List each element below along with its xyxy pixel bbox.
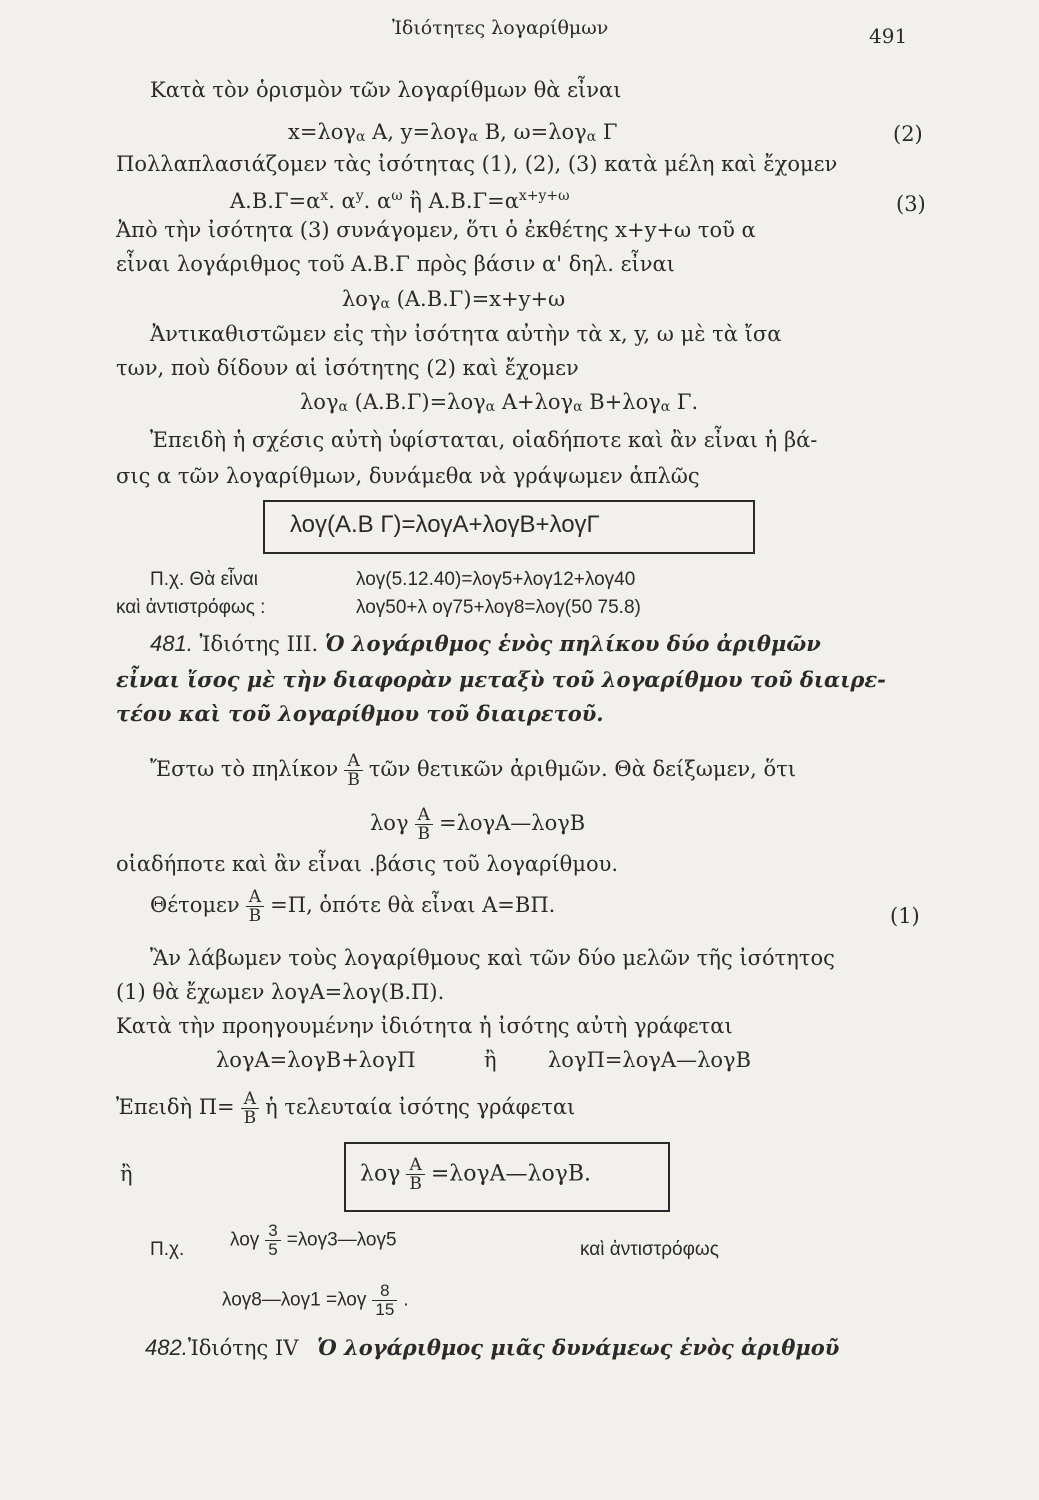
equation-number: (2) [893, 122, 923, 146]
equation-line: $A.B.\Gamma=\alpha^x$. $\alpha^y$. $\alpha^\omega$ ἢ $A.B.\Gamma=\alpha^{x+y+\omega}$ [230, 188, 570, 213]
equation-part: ἢ [484, 1048, 497, 1072]
text-line: Ἂν λάβωμεν τοὺς λογαρίθμους καὶ τῶν δύο μελῶν τῆς ἰσότητος [150, 946, 835, 970]
example-formula: λογ50+λ ογ75+λογ8=λογ(50 75.8) [356, 597, 641, 618]
text-line: Πολλαπλασιάζομεν τὰς ἰσότητας (1), (2), (3) κατὰ μέλη καὶ ἔχομεν [116, 152, 838, 176]
boxed-formula: λογ $\frac{A}{B}$ =λογA—λογB. [360, 1155, 591, 1194]
example-label: Π.χ. Θὰ εἶναι [150, 569, 258, 590]
text-line: Ἀντικαθιστῶμεν εἰς τὴν ἰσότητα αὐτὴν τὰ x, y, ω μὲ τὰ ἴσα [150, 322, 782, 346]
example-label: Π.χ. [150, 1239, 185, 1260]
text-line: εἶναι λογάριθμος τοῦ A.B.Γ πρὸς βάσιν α' δηλ. εἶναι [116, 252, 675, 276]
fraction: $\frac{A}{B}$ [406, 1156, 425, 1193]
equation-line: x=λογα A, y=λογα B, ω=λογα Γ [288, 120, 618, 145]
text-line: Ἀπὸ τὴν ἰσότητα (3) συνάγομεν, ὅτι ὁ ἐκθέτης x+y+ω τοῦ α [116, 218, 756, 242]
theorem-line: τέου καὶ τοῦ λογαρίθμου τοῦ διαιρετοῦ. [116, 701, 604, 726]
text-line: Κατὰ τὸν ὁρισμὸν τῶν λογαρίθμων θὰ εἶναι [150, 78, 622, 102]
page-number: 491 [869, 24, 908, 48]
text-line: ἢ [120, 1162, 133, 1186]
equation-part: λογΠ=λογA—λογB [548, 1048, 752, 1072]
text-line: (1) θὰ ἔχωμεν λογA=λογ(B.Π). [116, 980, 445, 1004]
theorem-line: εἶναι ἴσος μὲ τὴν διαφορὰν μεταξὺ τοῦ λογαρίθμου τοῦ διαιρε- [116, 667, 886, 692]
example-formula: λογ(5.12.40)=λογ5+λογ12+λογ40 [356, 569, 636, 590]
example-formula: λογ8—λογ1 =λογ $\frac{8}{15}$ . [222, 1281, 409, 1319]
fraction: $\frac{A}{B}$ [344, 752, 363, 789]
equation-line: λογ $\frac{A}{B}$ =λογA—λογB [370, 805, 586, 844]
equation-number: (3) [896, 192, 926, 216]
section-heading: 482.Ἰδιότης IV Ὁ λογάριθμος μιᾶς δυνάμεως ἑνὸς ἀριθμοῦ [145, 1335, 840, 1360]
fraction: $\frac{A}{B}$ [246, 888, 265, 925]
example-text: καὶ ἀντιστρόφως [580, 1239, 719, 1260]
equation-line: λογα (A.B.Γ)=λογα A+λογα B+λογα Γ. [300, 390, 699, 415]
text-line: Ἐπειδὴ ἡ σχέσις αὐτὴ ὑφίσταται, οἱαδήποτε καὶ ἂν εἶναι ἡ βά- [150, 428, 818, 452]
fraction: $\frac{A}{B}$ [415, 806, 434, 843]
equation-line: λογα (A.B.Γ)=x+y+ω [342, 287, 566, 312]
fraction: $\frac{A}{B}$ [241, 1090, 260, 1127]
text-line: Ἐπειδὴ Π= $\frac{A}{B}$ ἡ τελευταία ἰσότης γράφεται [116, 1089, 576, 1128]
text-line: Ἔστω τὸ πηλίκον $\frac{A}{B}$ τῶν θετικῶν ἀριθμῶν. Θὰ δείξωμεν, ὅτι [150, 751, 797, 790]
fraction: $\frac{8}{15}$ [372, 1282, 397, 1319]
boxed-formula: λογ(A.B Γ)=λογA+λογB+λογΓ [290, 511, 600, 538]
example-formula: λογ $\frac{3}{5}$ =λογ3—λογ5 [230, 1221, 397, 1259]
equation-number: (1) [890, 904, 920, 928]
text-line: σις α τῶν λογαρίθμων, δυνάμεθα νὰ γράψωμεν ἁπλῶς [116, 464, 700, 488]
example-label: καὶ ἀντιστρόφως : [116, 597, 266, 618]
running-header: Ἰδιότητες λογαρίθμων [392, 17, 609, 39]
text-line: οἱαδήποτε καὶ ἂν εἶναι .βάσις τοῦ λογαρίθμου. [116, 852, 619, 876]
text-line: Κατὰ τὴν προηγουμένην ἰδιότητα ἡ ἰσότης αὐτὴ γράφεται [116, 1014, 733, 1038]
fraction: $\frac{3}{5}$ [265, 1222, 280, 1259]
text-line: των, ποὺ δίδουν αἱ ἰσότητης (2) καὶ ἔχομεν [116, 356, 579, 380]
text-line: Θέτομεν $\frac{A}{B}$ =Π, ὁπότε θὰ εἶναι A=BΠ. [150, 887, 556, 926]
section-heading: 481. Ἰδιότης III. Ὁ λογάριθμος ἑνὸς πηλίκου δύο ἀριθμῶν [150, 631, 821, 656]
equation-part: λογA=λογB+λογΠ [216, 1048, 416, 1072]
